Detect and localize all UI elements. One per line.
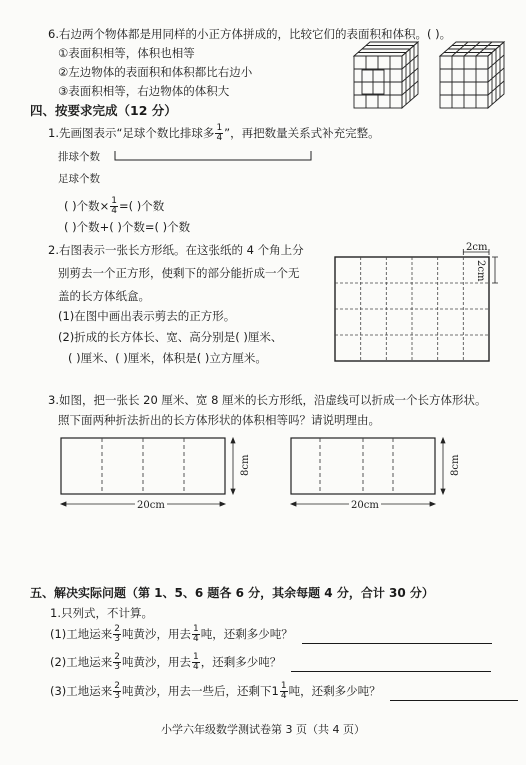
left-width-dimension: 20cm (137, 500, 165, 511)
volleyball-bar[interactable] (114, 150, 314, 162)
two-thirds-fraction: $\frac{2}{3}$ (114, 652, 121, 672)
s4-q2-sub1: (1)在图中画出表示剪去的正方形。 (58, 309, 236, 323)
s5-q1-intro: 1.只列式，不计算。 (50, 606, 153, 620)
s4-q1-equation-1: ( )个数× $\frac{1}{4}$ =( )个数 (64, 196, 165, 216)
s4-q2-line2: 别剪去一个正方形，使剩下的部分能折成一个无 (58, 266, 300, 280)
two-thirds-fraction: $\frac{2}{3}$ (114, 681, 121, 701)
s5-item-2: (2)工地运来 $\frac{2}{3}$ 吨黄沙，用去 $\frac{1}{4}$ ，还剩多少吨？ (50, 653, 491, 672)
section5-title: 五、解决实际问题（第 1、5、6 题各 6 分，其余每题 4 分，合计 30 分） (30, 586, 434, 600)
answer-line-2[interactable] (291, 671, 491, 672)
eq-quarter-fraction: $\frac{1}{4}$ (111, 196, 117, 216)
volleyball-label: 排球个数 (58, 151, 100, 163)
section4-title: 四、按要求完成（12 分） (30, 103, 177, 118)
q6-option-2[interactable]: ②左边物体的表面积和体积都比右边小 (58, 65, 253, 79)
s4-q2-sub3: ( )厘米、( )厘米，体积是( )立方厘米。 (68, 351, 267, 365)
s5-item-3: (3)工地运来 $\frac{2}{3}$ 吨黄沙，用去一些后，还剩下 1 $\frac{1}{4}$ 吨，还剩多少吨？ (50, 682, 518, 701)
grid-side-dimension: 2cm (475, 260, 486, 282)
s4-q1-stem-before: 1.先画图表示“足球个数比排球多 (48, 126, 215, 140)
football-label: 足球个数 (58, 173, 100, 185)
s4-q2-line1: 2.右图表示一张长方形纸。在这张纸的 4 个角上分 (48, 243, 304, 257)
right-height-dimension: 8cm (450, 454, 461, 476)
right-cube-figure (438, 40, 510, 110)
page-footer: 小学六年级数学测试卷第 3 页（共 4 页） (161, 723, 365, 736)
quarter-fraction: $\frac{1}{4}$ (216, 123, 223, 143)
s4-q3-line2: 照下面两种折法折出的长方体形状的体积相等吗？请说明理由。 (58, 413, 380, 427)
s4-q1-stem (48, 124, 380, 143)
answer-line-3[interactable] (390, 700, 518, 701)
s4-q1-stem-after: ”，再把数量关系式补充完整。 (224, 126, 380, 140)
s4-q1-equation-2: ( )个数+( )个数=( )个数 (64, 220, 191, 234)
quarter-fraction: $\frac{1}{4}$ (193, 652, 199, 672)
q6-option-1[interactable]: ①表面积相等，体积也相等 (58, 46, 195, 60)
q6-option-3[interactable]: ③表面积相等，右边物体的体积大 (58, 84, 230, 98)
left-height-dimension: 8cm (240, 454, 251, 476)
s5-item-1: (1)工地运来 $\frac{2}{3}$ 吨黄沙，用去 $\frac{1}{4}$ 吨，还剩多少吨？ (50, 625, 492, 644)
left-cube-figure (352, 40, 424, 110)
quarter-fraction: $\frac{1}{4}$ (193, 624, 199, 644)
answer-line-1[interactable] (302, 643, 492, 644)
mixed-number: 1 $\frac{1}{4}$ (271, 681, 287, 701)
q6-stem: 6.右边两个物体都是用同样的小正方体拼成的，比较它们的表面积和体积。( )。 (48, 27, 452, 41)
right-width-dimension: 20cm (351, 500, 379, 511)
s4-q2-line3: 盖的长方体纸盒。 (58, 289, 150, 303)
s4-q3-line1: 3.如图，把一张长 20 厘米、宽 8 厘米的长方形纸，沿虚线可以折成一个长方体形状。 (48, 393, 487, 407)
s4-q2-sub2: (2)折成的长方体长、宽、高分别是( )厘米、 (58, 330, 283, 344)
grid-top-dimension: 2cm (466, 242, 488, 253)
two-thirds-fraction: $\frac{2}{3}$ (114, 624, 121, 644)
